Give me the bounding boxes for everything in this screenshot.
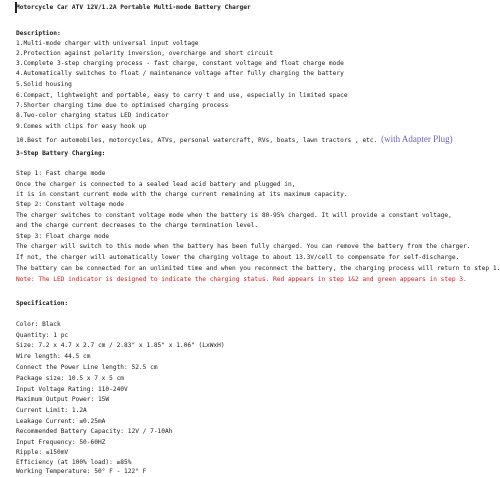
spec-line: Maximum Output Power: 15W xyxy=(16,396,110,403)
description-item: 4.Automatically switches to float / maintenance voltage after fully charging the battery xyxy=(16,70,344,77)
spec-line: Connect the Power Line length: 52.5 cm xyxy=(16,364,158,371)
spec-line: Package size: 10.5 x 7 x 5 cm xyxy=(16,375,125,382)
spec-line: Efficiency (at 100% load): ≥85% xyxy=(16,459,132,466)
charging-line: and the charge current decreases to the charge termination level. xyxy=(16,222,259,229)
spec-line: Input Voltage Rating: 110-240V xyxy=(16,386,128,393)
page-title: Motorcycle Car ATV 12V/1.2A Portable Multi-mode Battery Charger xyxy=(16,4,251,11)
charging-line: Step 2: Constant voltage mode xyxy=(16,201,125,208)
description-item: 7.Shorter charging time due to optimised charging process xyxy=(16,102,229,109)
adapter-plug-note: (with Adapter Plug) xyxy=(381,134,453,144)
charging-note: Note: The LED indicator is designed to indicate the charging status. Red appears in step 1&2 and green appears in step 3. xyxy=(16,276,467,283)
description-item: 2.Protection against polarity inversion, overcharge and short circuit xyxy=(16,50,274,57)
charging-line: The charger will switch to this mode when the battery has been fully charged. You can remove the battery from the charger. xyxy=(16,243,471,250)
description-item: 9.Comes with clips for easy hook up xyxy=(16,123,147,130)
charging-line: The charger switches to constant voltage mode when the battery is 80-95% charged. It will provide a constant voltage, xyxy=(16,212,452,219)
charging-line: Step 1: Fast charge mode xyxy=(16,170,106,177)
spec-line: Ripple: ≤150mV xyxy=(16,449,69,456)
spec-line: Current Limit: 1.2A xyxy=(16,407,87,414)
spec-line: Recommended Battery Capacity: 12V / 7-10Ah xyxy=(16,428,173,435)
spec-line: Working Temperature: 50° F - 122° F xyxy=(16,468,147,475)
spec-line: Quantity: 1 pc xyxy=(16,332,69,339)
charging-line: it is in constant current mode with the charge current remaining at its maximum capacity. xyxy=(16,191,348,198)
spec-line: Size: 7.2 x 4.7 x 2.7 cm / 2.83" x 1.85" x 1.06" (LxWxH) xyxy=(16,342,225,349)
spec-line: Color: Black xyxy=(16,321,61,328)
charging-heading: 3-Step Battery Charging: xyxy=(16,150,106,157)
description-item: 3.Complete 3-step charging process - fast charge, constant voltage and float charge mode xyxy=(16,60,344,67)
description-item: 1.Multi-mode charger with universal input voltage xyxy=(16,40,199,47)
description-heading: Description: xyxy=(16,30,61,37)
description-item xyxy=(16,135,453,145)
spec-line: Leakage Current: ≤0.25mA xyxy=(16,418,106,425)
description-item: 6.Compact, lightweight and portable, easy to carry t and use, especially in limited space xyxy=(16,92,348,99)
charging-line: Once the charger is connected to a sealed lead acid battery and plugged in, xyxy=(16,181,296,188)
description-item: 5.Solid housing xyxy=(16,81,72,88)
spec-line: Input Frequency: 50-60HZ xyxy=(16,439,106,446)
specification-heading: Specification: xyxy=(16,300,69,307)
spec-line: Wire length: 44.5 cm xyxy=(16,353,91,360)
description-item-text: 10.Best for automobiles, motorcycles, ATVs, personal watercraft, RVs, boats, lawn tractors , etc. xyxy=(16,137,378,144)
charging-line: If not, the charger will automatically lower the charging voltage to about 13.3V/cell to compensate for self-discharge. xyxy=(16,254,460,261)
charging-line: Step 3: Float charge mode xyxy=(16,233,110,240)
charging-line: The battery can be connected for an unlimited time and when you reconnect the battery, the charging process will return to step 1. xyxy=(16,265,500,272)
description-item: 8.Two-color charging status LED indicator xyxy=(16,112,169,119)
